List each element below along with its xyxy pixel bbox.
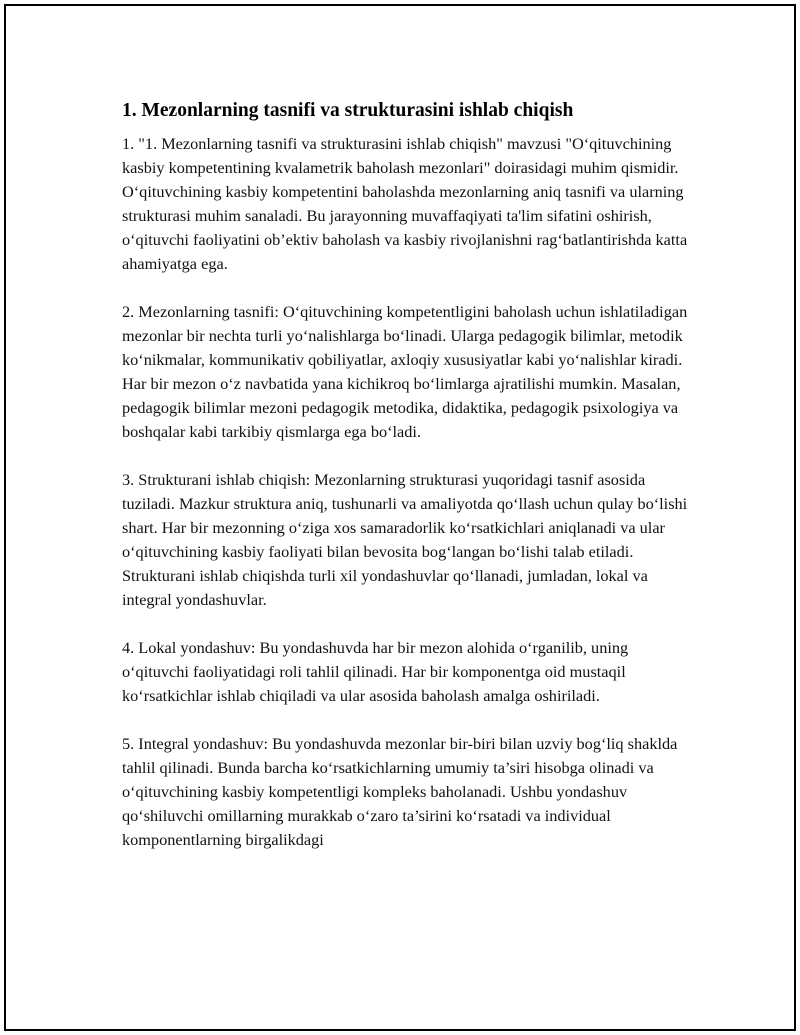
- paragraph-criteria-classification: 2. Mezonlarning tasnifi: O‘qituvchining kompetentligini baholash uchun ishlatiladigan mezonlar bir nechta turli yo‘nalishlarga bo‘linadi. Ularga pedagogik bilimlar, metodik ko‘nikmalar, kommunikativ qobiliyatlar, axloqiy xususiyatlar kabi yo‘nalishlar kiradi. Har bir mezon o‘z navbatida yana kichikroq bo‘limlarga ajratilishi mumkin. Masalan, pedagogik bilimlar mezoni pedagogik metodika, didaktika, pedagogik psixologiya va boshqalar kabi tarkibiy qismlarga ega bo‘ladi.: [122, 302, 688, 441]
- paragraph-integral-approach: 5. Integral yondashuv: Bu yondashuvda mezonlar bir-biri bilan uzviy bog‘liq shaklda tahlil qilinadi. Bunda barcha ko‘rsatkichlarning umumiy ta’siri hisobga olinadi va o‘qituvchining kasbiy kompetentligi kompleks baholanadi. Ushbu yondashuv qo‘shiluvchi omillarning murakkab o‘zaro ta’sirini ko‘rsatadi va individual komponentlarning birgalikdagi: [122, 734, 678, 849]
- document-body: [122, 98, 696, 876]
- section-heading: 1. Mezonlarning tasnifi va strukturasini ishlab chiqish: [122, 100, 574, 121]
- paragraph-introduction: 1. "1. Mezonlarning tasnifi va strukturasini ishlab chiqish" mavzusi "O‘qituvchining kasbiy kompetentining kvalametrik baholash mezonlari" doirasidagi muhim qismidir. O‘qituvchining kasbiy kompetentini baholashda mezonlarning aniq tasnifi va ularning strukturasi muhim sanaladi. Bu jarayonning muvaffaqiyati ta'lim sifatini oshirish, o‘qituvchi faoliyatini ob’ektiv baholash va kasbiy rivojlanishni rag‘batlantirishda katta ahamiyatga ega.: [122, 134, 688, 273]
- page-frame: [4, 4, 796, 1031]
- paragraph-local-approach: 4. Lokal yondashuv: Bu yondashuvda har bir mezon alohida o‘rganilib, uning o‘qituvchi faoliyatidagi roli tahlil qilinadi. Har bir komponentga oid mustaqil ko‘rsatkichlar ishlab chiqiladi va ular asosida baholash amalga oshiriladi.: [122, 638, 629, 705]
- paragraph-structure-development: 3. Strukturani ishlab chiqish: Mezonlarning strukturasi yuqoridagi tasnif asosida tuziladi. Mazkur struktura aniq, tushunarli va amaliyotda qo‘llash uchun qulay bo‘lishi shart. Har bir mezonning o‘ziga xos samaradorlik ko‘rsatkichlari aniqlanadi va ular o‘qituvchining kasbiy faoliyati bilan bevosita bog‘langan bo‘lishi talab etiladi. Strukturani ishlab chiqishda turli xil yondashuvlar qo‘llanadi, jumladan, lokal va integral yondashuvlar.: [122, 470, 688, 609]
